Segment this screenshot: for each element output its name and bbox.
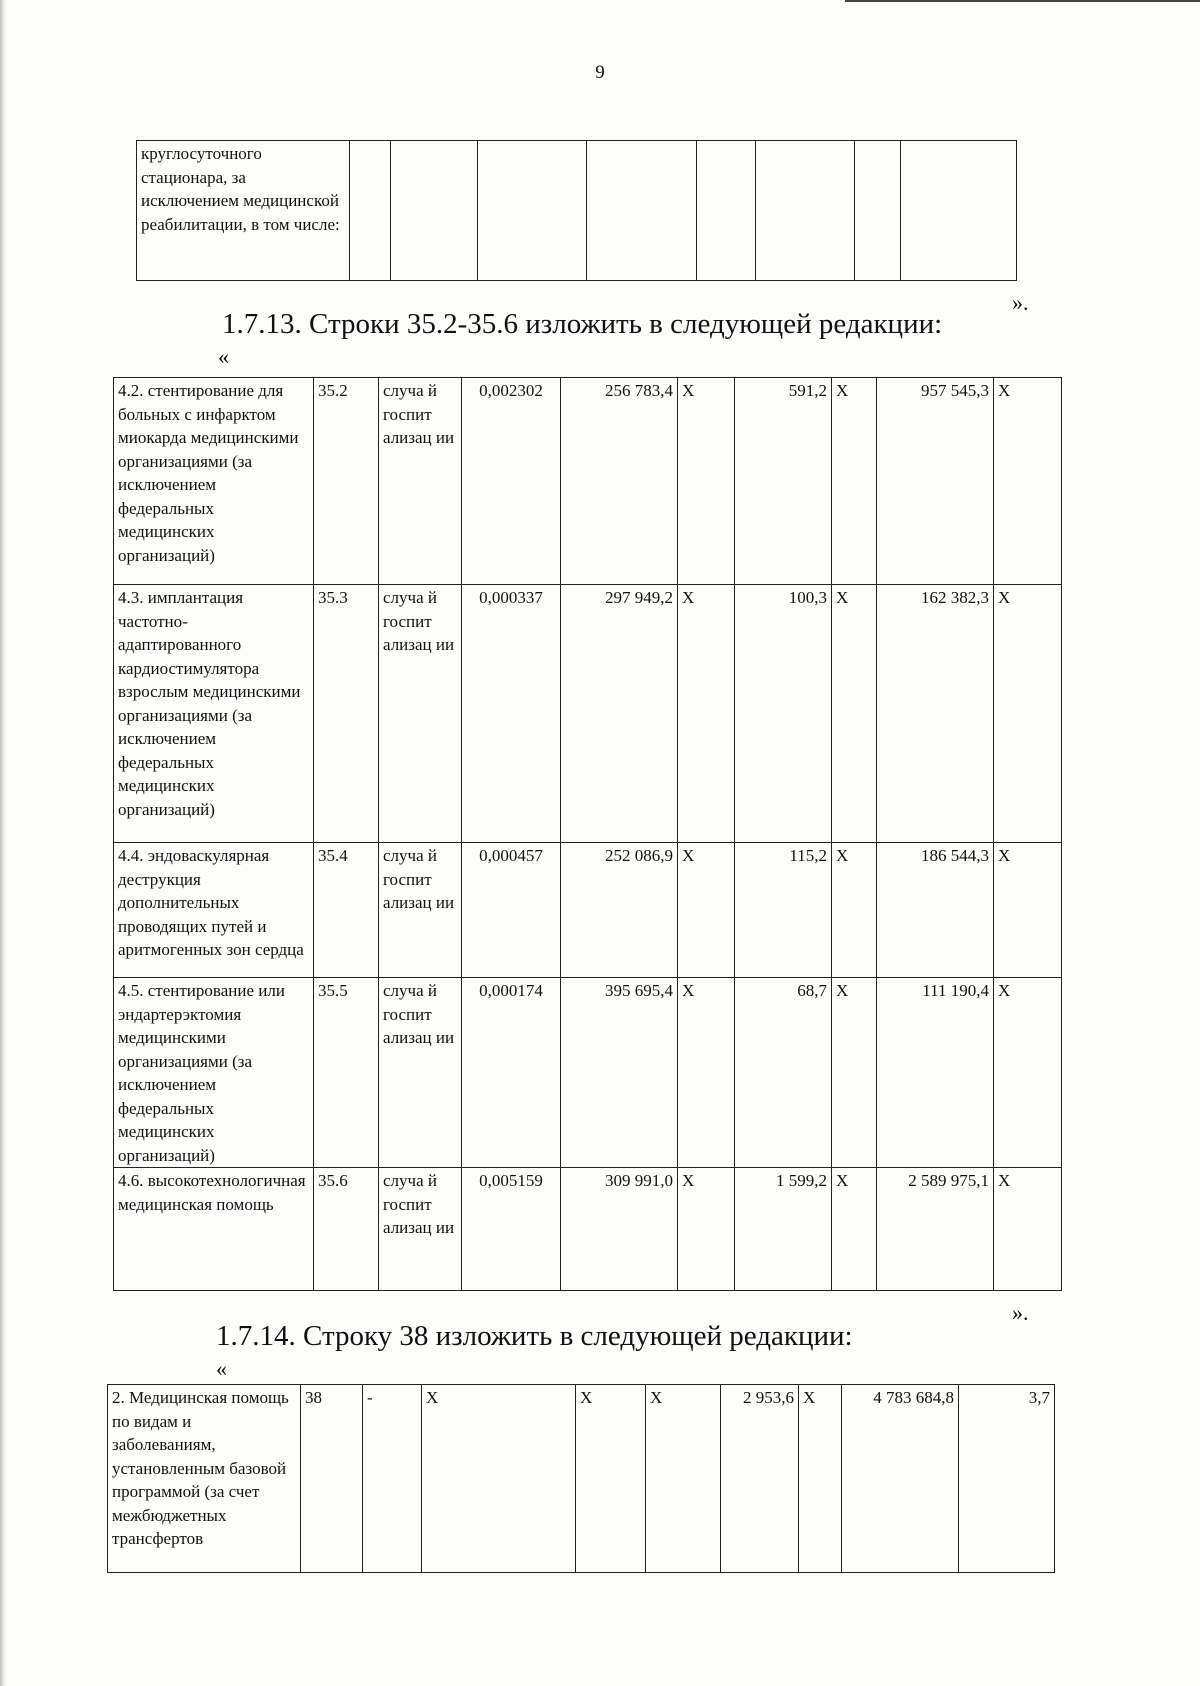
table-cell: X bbox=[994, 843, 1062, 978]
table-cell: 35.3 bbox=[314, 585, 379, 843]
table-cell: 591,2 bbox=[735, 378, 832, 585]
table-cell bbox=[901, 141, 1017, 281]
table-cell: 100,3 bbox=[735, 585, 832, 843]
table-cell: X bbox=[994, 1168, 1062, 1291]
table-cell: случа й госпит ализац ии bbox=[379, 585, 462, 843]
table-row bbox=[137, 141, 1066, 281]
table-cell: X bbox=[832, 843, 877, 978]
table-cell bbox=[391, 141, 478, 281]
table-cell: 4 783 684,8 bbox=[842, 1385, 959, 1573]
table-cell: 309 991,0 bbox=[561, 1168, 678, 1291]
table-cell: X bbox=[832, 1168, 877, 1291]
table-cell: X bbox=[994, 378, 1062, 585]
table-cell: 3,7 bbox=[959, 1385, 1055, 1573]
table-cell: 35.5 bbox=[314, 978, 379, 1168]
table-cell: X bbox=[678, 378, 735, 585]
closing-quote: ». bbox=[1012, 290, 1029, 315]
table-cell bbox=[756, 141, 855, 281]
table-cell: X bbox=[799, 1385, 842, 1573]
table-row bbox=[114, 1168, 1062, 1291]
top-table bbox=[136, 140, 1066, 281]
table-row bbox=[108, 1385, 1055, 1573]
table-cell: 4.4. эндоваскулярная деструкция дополнительных проводящих путей и аритмогенных зон сердца bbox=[114, 843, 314, 978]
table-cell: 395 695,4 bbox=[561, 978, 678, 1168]
table-cell: - bbox=[363, 1385, 422, 1573]
table-cell: X bbox=[832, 585, 877, 843]
table-cell: 162 382,3 bbox=[877, 585, 994, 843]
table-cell: 186 544,3 bbox=[877, 843, 994, 978]
table-cell bbox=[697, 141, 756, 281]
table-row bbox=[114, 843, 1062, 978]
table-cell: X bbox=[678, 585, 735, 843]
opening-quote: « bbox=[216, 1356, 227, 1381]
table-cell: X bbox=[646, 1385, 721, 1573]
table-row bbox=[114, 585, 1062, 843]
table-cell: случа й госпит ализац ии bbox=[379, 1168, 462, 1291]
page-number: 9 bbox=[595, 62, 605, 83]
table-cell: 4.5. стентирование или эндартерэктомия медицинскими организациями (за исключением федеральных медицинских организаций) bbox=[114, 978, 314, 1168]
table-cell: 0,002302 bbox=[462, 378, 561, 585]
table-cell: 68,7 bbox=[735, 978, 832, 1168]
table-cell: X bbox=[576, 1385, 646, 1573]
rows-35-table bbox=[113, 377, 1062, 1291]
table-cell: X bbox=[994, 978, 1062, 1168]
table-cell: 4.6. высокотехнологичная медицинская помощь bbox=[114, 1168, 314, 1291]
table-cell bbox=[855, 141, 901, 281]
table-cell: 2 953,6 bbox=[721, 1385, 799, 1573]
table-cell: 115,2 bbox=[735, 843, 832, 978]
table-cell: 1 599,2 bbox=[735, 1168, 832, 1291]
table-cell: 297 949,2 bbox=[561, 585, 678, 843]
table-cell: 0,000174 bbox=[462, 978, 561, 1168]
table-cell: X bbox=[422, 1385, 576, 1573]
table-cell: 0,000457 bbox=[462, 843, 561, 978]
table-cell bbox=[350, 141, 391, 281]
table-cell: 957 545,3 bbox=[877, 378, 994, 585]
table-cell: X bbox=[678, 1168, 735, 1291]
table-cell: 35.4 bbox=[314, 843, 379, 978]
section-heading: 1.7.13. Строки 35.2-35.6 изложить в следующей редакции: bbox=[222, 308, 943, 340]
table-cell: 38 bbox=[301, 1385, 363, 1573]
table-cell: X bbox=[994, 585, 1062, 843]
section-heading: 1.7.14. Строку 38 изложить в следующей редакции: bbox=[216, 1320, 853, 1352]
table-cell: X bbox=[832, 378, 877, 585]
table-cell: 35.2 bbox=[314, 378, 379, 585]
table-row bbox=[114, 978, 1062, 1168]
table-cell: 2 589 975,1 bbox=[877, 1168, 994, 1291]
table-cell: 252 086,9 bbox=[561, 843, 678, 978]
table-cell: 111 190,4 bbox=[877, 978, 994, 1168]
table-cell: случа й госпит ализац ии bbox=[379, 978, 462, 1168]
table-cell: круглосуточного стационара, за исключением медицинской реабилитации, в том числе: bbox=[137, 141, 350, 281]
table-cell: 0,005159 bbox=[462, 1168, 561, 1291]
row-38-table bbox=[107, 1384, 1055, 1573]
table-cell: 35.6 bbox=[314, 1168, 379, 1291]
table-cell bbox=[587, 141, 697, 281]
table-cell: случа й госпит ализац ии bbox=[379, 843, 462, 978]
table-row bbox=[114, 378, 1062, 585]
scan-artifact-line bbox=[845, 0, 1200, 2]
scan-edge bbox=[0, 0, 6, 1686]
closing-quote: ». bbox=[1012, 1300, 1029, 1325]
opening-quote: « bbox=[218, 344, 229, 369]
table-cell: 0,000337 bbox=[462, 585, 561, 843]
table-cell: X bbox=[678, 978, 735, 1168]
table-cell bbox=[478, 141, 587, 281]
table-cell: 4.2. стентирование для больных с инфарктом миокарда медицинскими организациями (за исключением федеральных медицинских организаций) bbox=[114, 378, 314, 585]
table-cell: 4.3. имплантация частотно-адаптированного кардиостимулятора взрослым медицинскими организациями (за исключением федеральных медицинских организаций) bbox=[114, 585, 314, 843]
table-cell: 2. Медицинская помощь по видам и заболеваниям, установленным базовой программой (за счет межбюджетных трансфертов bbox=[108, 1385, 301, 1573]
table-cell: 256 783,4 bbox=[561, 378, 678, 585]
table-cell: X bbox=[832, 978, 877, 1168]
table-cell: X bbox=[678, 843, 735, 978]
table-cell: случа й госпит ализац ии bbox=[379, 378, 462, 585]
